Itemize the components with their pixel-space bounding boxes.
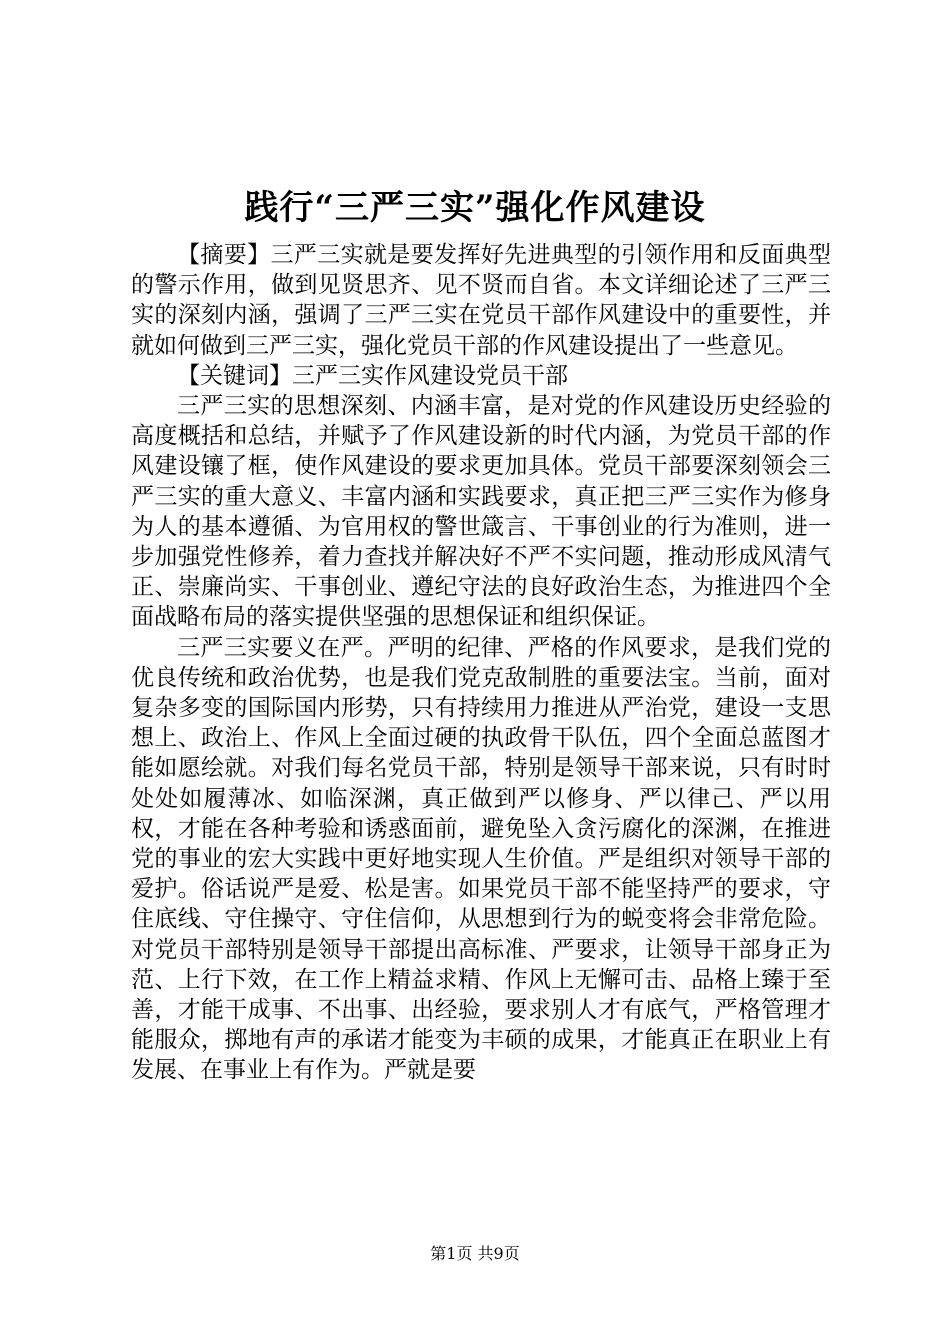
document-body [131, 240, 831, 1086]
document-title: 践行“三严三实”强化作风建设 [244, 188, 706, 228]
page-number-footer: 第1页 共9页 [430, 1244, 520, 1263]
abstract-paragraph: 【摘要】三严三实就是要发挥好先进典型的引领作用和反面典型的警示作用，做到见贤思齐、见不贤而自省。本文详细论述了三严三实的深刻内涵，强调了三严三实在党员干部作风建设中的重要性，并就如何做到三严三实，强化党员干部的作风建设提出了一些意见。 [131, 242, 831, 359]
body-paragraph: 三严三实的思想深刻、内涵丰富，是对党的作风建设历史经验的高度概括和总结，并赋予了作风建设新的时代内涵，为党员干部的作风建设镶了框，使作风建设的要求更加具体。党员干部要深刻领会三严三实的重大意义、丰富内涵和实践要求，真正把三严三实作为修身为人的基本遵循、为官用权的警世箴言、干事创业的行为准则，进一步加强党性修养，着力查找并解决好不严不实问题，推动形成风清气正、崇廉尚实、干事创业、遵纪守法的良好政治生态，为推进四个全面战略布局的落实提供坚强的思想保证和组织保证。 [131, 393, 831, 631]
keywords-paragraph: 【关键词】三严三实作风建设党员干部 [177, 362, 568, 389]
body-paragraph: 三严三实要义在严。严明的纪律、严格的作风要求，是我们党的优良传统和政治优势，也是我们党克敌制胜的重要法宝。当前，面对复杂多变的国际国内形势，只有持续用力推进从严治党，建设一支思想上、政治上、作风上全面过硬的执政骨干队伍，四个全面总蓝图才能如愿绘就。对我们每名党员干部，特别是领导干部来说，只有时时处处如履薄冰、如临深渊，真正做到严以修身、严以律己、严以用权，才能在各种考验和诱惑面前，避免坠入贪污腐化的深渊，在推进党的事业的宏大实践中更好地实现人生价值。严是组织对领导干部的爱护。俗话说严是爱、松是害。如果党员干部不能坚持严的要求，守住底线、守住操守、守住信仰，从思想到行为的蜕变将会非常危险。对党员干部特别是领导干部提出高标准、严要求，让领导干部身正为范、上行下效，在工作上精益求精、作风上无懈可击、品格上臻于至善，才能干成事、不出事、出经验，要求别人才有底气，严格管理才能服众，掷地有声的承诺才能变为丰硕的成果，才能真正在职业上有发展、在事业上有作为。严就是要 [131, 634, 831, 1084]
